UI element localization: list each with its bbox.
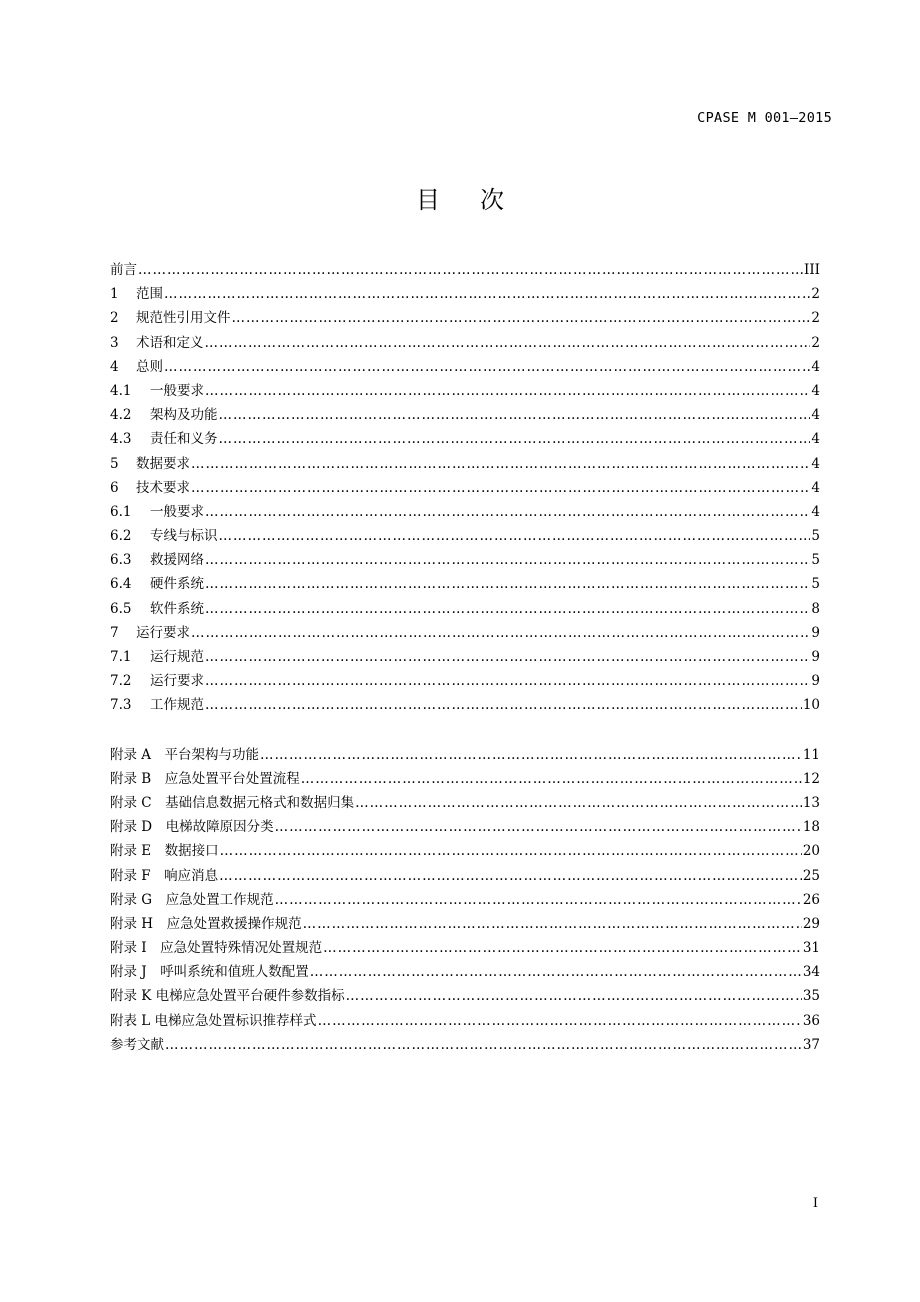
dot-leader xyxy=(219,864,802,888)
toc-entry-number: 4 xyxy=(110,358,119,375)
toc-entry[interactable] xyxy=(110,888,820,912)
dot-leader xyxy=(205,331,811,355)
toc-entry[interactable] xyxy=(110,258,820,282)
toc-entry[interactable] xyxy=(110,1009,820,1033)
toc-entry-page: 4 xyxy=(811,503,820,520)
page-number: I xyxy=(812,1196,818,1211)
toc-entry-title: 附录 H 应急处置救援操作规范 xyxy=(110,915,302,932)
toc-entry-label xyxy=(110,379,204,403)
toc-entry-label xyxy=(110,839,219,863)
toc-entry[interactable] xyxy=(110,791,820,815)
toc-entry[interactable] xyxy=(110,984,820,1008)
toc-entry-title: 附录 D 电梯故障原因分类 xyxy=(110,819,274,836)
toc-entry-page: 25 xyxy=(802,867,820,884)
toc-entry-title: 参考文献 xyxy=(110,1036,164,1053)
dot-leader xyxy=(219,427,811,451)
dot-leader xyxy=(205,693,802,717)
toc-entry[interactable] xyxy=(110,403,820,427)
toc-entry-label xyxy=(110,693,204,717)
dot-leader xyxy=(323,936,802,960)
toc-entry-page: 8 xyxy=(811,600,820,617)
toc-entry-label xyxy=(110,452,190,476)
toc-entry-page: 5 xyxy=(811,552,820,569)
toc-entry-title: 附录 C 基础信息数据元格式和数据归集 xyxy=(110,794,355,811)
toc-entry-title: 附录 F 响应消息 xyxy=(110,867,219,884)
toc-entry-title: 附录 I 应急处置特殊情况处置规范 xyxy=(110,940,323,957)
toc-entry[interactable] xyxy=(110,960,820,984)
toc-entry-title: 运行规范 xyxy=(150,649,204,665)
toc-entry-title: 规范性引用文件 xyxy=(136,310,231,327)
dot-leader xyxy=(205,548,810,572)
toc-entry-page: 37 xyxy=(802,1036,820,1053)
page-title: 目次 xyxy=(416,186,544,214)
toc-entry-number: 5 xyxy=(110,455,119,472)
toc-entry-page: 2 xyxy=(811,286,820,303)
toc-entry-page: 5 xyxy=(811,576,820,593)
toc-entry-label xyxy=(110,1009,317,1033)
toc-entry-page: 11 xyxy=(802,746,820,763)
dot-leader xyxy=(205,645,810,669)
toc-entry-page: 10 xyxy=(802,697,820,714)
toc-entry-label xyxy=(110,258,137,282)
toc-entry[interactable] xyxy=(110,476,820,500)
toc-entry[interactable] xyxy=(110,331,820,355)
toc-entry[interactable] xyxy=(110,524,820,548)
document-code: CPASE M 001—2015 xyxy=(697,110,832,126)
toc-entry[interactable] xyxy=(110,669,820,693)
toc-entry-number: 7.1 xyxy=(110,649,132,665)
dot-leader xyxy=(260,743,802,767)
toc-entry-title: 附录 B 应急处置平台处置流程 xyxy=(110,770,300,787)
toc-entry-title: 术语和定义 xyxy=(136,334,204,351)
dot-leader xyxy=(205,597,810,621)
toc-entry-number: 7 xyxy=(110,624,119,641)
toc-entry-page: 5 xyxy=(811,528,820,545)
dot-leader xyxy=(232,306,811,330)
toc-entry-title: 运行要求 xyxy=(150,673,204,690)
toc-entry-label xyxy=(110,500,204,524)
toc-entry-page: 9 xyxy=(811,673,820,690)
toc-entry-label xyxy=(110,791,354,815)
toc-entry-page: 4 xyxy=(811,479,820,496)
toc-entry-label xyxy=(110,815,274,839)
toc-entry-label xyxy=(110,864,218,888)
toc-entry-page: 20 xyxy=(802,843,820,860)
toc-entry-title: 总则 xyxy=(136,358,163,375)
toc-entry-page: 36 xyxy=(802,1012,820,1029)
toc-entry-number: 6.5 xyxy=(110,600,132,617)
toc-entry-page: III xyxy=(804,262,820,278)
dot-leader xyxy=(301,767,802,791)
toc-entry-title: 附录 J 呼叫系统和值班人数配置 xyxy=(110,964,309,981)
dot-leader xyxy=(138,258,803,282)
toc-entry-number: 1 xyxy=(110,286,119,303)
toc-entry-title: 运行要求 xyxy=(136,624,190,641)
toc-entry-page: 4 xyxy=(811,407,820,424)
toc-entry-page: 9 xyxy=(811,649,820,665)
dot-leader xyxy=(191,621,810,645)
dot-leader xyxy=(205,379,810,403)
toc-entry-number: 6.1 xyxy=(110,503,132,520)
toc-entry-label xyxy=(110,621,190,645)
toc-entry-page: 29 xyxy=(802,915,820,932)
dot-leader xyxy=(164,282,810,306)
toc-entry[interactable] xyxy=(110,912,820,936)
toc-entry-page: 18 xyxy=(802,819,820,836)
toc-entry-label xyxy=(110,282,163,306)
toc-entry-label xyxy=(110,984,345,1008)
dot-leader xyxy=(205,572,810,596)
toc-entry-label xyxy=(110,767,300,791)
toc-entry-title: 工作规范 xyxy=(150,697,204,714)
toc-entry[interactable] xyxy=(110,936,820,960)
toc-entry-label xyxy=(110,1033,164,1057)
toc-entry[interactable] xyxy=(110,864,820,888)
toc-entry[interactable] xyxy=(110,597,820,621)
table-of-contents xyxy=(110,258,820,1057)
toc-entry[interactable] xyxy=(110,306,820,330)
toc-entry-label xyxy=(110,427,218,451)
toc-entry-number: 2 xyxy=(110,310,119,327)
toc-entry[interactable] xyxy=(110,743,820,767)
toc-entry-label xyxy=(110,743,259,767)
dot-leader xyxy=(303,912,802,936)
toc-entry-page: 2 xyxy=(811,334,820,351)
toc-entry-page: 31 xyxy=(802,940,820,957)
dot-leader xyxy=(219,524,811,548)
toc-entry-label xyxy=(110,524,218,548)
toc-entry-title: 技术要求 xyxy=(136,479,190,496)
toc-entry-title: 硬件系统 xyxy=(150,576,204,593)
toc-entry[interactable] xyxy=(110,548,820,572)
toc-entry-number: 6 xyxy=(110,479,119,496)
toc-entry-label xyxy=(110,306,231,330)
toc-entry-title: 前言 xyxy=(110,262,137,278)
toc-entry-title: 附录 A 平台架构与功能 xyxy=(110,746,260,763)
dot-leader xyxy=(164,355,810,379)
dot-leader xyxy=(220,839,802,863)
toc-entry-page: 4 xyxy=(811,455,820,472)
toc-entry-label xyxy=(110,572,204,596)
dot-leader xyxy=(205,500,810,524)
toc-entry[interactable] xyxy=(110,767,820,791)
toc-entry[interactable] xyxy=(110,815,820,839)
toc-entry-title: 数据要求 xyxy=(136,455,190,472)
toc-entry[interactable] xyxy=(110,452,820,476)
toc-entry[interactable] xyxy=(110,572,820,596)
toc-entry-number: 4.1 xyxy=(110,382,132,399)
toc-entry[interactable] xyxy=(110,379,820,403)
toc-entry[interactable] xyxy=(110,500,820,524)
toc-entry[interactable] xyxy=(110,355,820,379)
toc-entry-page: 9 xyxy=(811,624,820,641)
toc-entry-title: 附录 K 电梯应急处置平台硬件参数指标 xyxy=(110,988,345,1005)
toc-entry-page: 12 xyxy=(802,770,820,787)
toc-entry-title: 附录 E 数据接口 xyxy=(110,843,219,860)
dot-leader xyxy=(310,960,802,984)
dot-leader xyxy=(165,1033,802,1057)
toc-entry-title: 专线与标识 xyxy=(150,528,218,545)
dot-leader xyxy=(219,403,811,427)
toc-entry-label xyxy=(110,669,204,693)
toc-entry-label xyxy=(110,936,322,960)
toc-entry-page: 4 xyxy=(811,382,820,399)
toc-entry-label xyxy=(110,403,218,427)
toc-entry-number: 4.3 xyxy=(110,431,132,448)
dot-leader xyxy=(205,669,810,693)
toc-entry-title: 一般要求 xyxy=(150,503,204,520)
dot-leader xyxy=(275,815,802,839)
toc-entry-page: 2 xyxy=(811,310,820,327)
toc-entry[interactable] xyxy=(110,282,820,306)
toc-entry-title: 架构及功能 xyxy=(150,407,218,424)
toc-entry-title: 一般要求 xyxy=(150,382,204,399)
toc-entry-page: 13 xyxy=(802,794,820,811)
toc-entry-title: 范围 xyxy=(136,286,163,303)
toc-entry-label xyxy=(110,476,190,500)
toc-entry-page: 26 xyxy=(802,891,820,908)
dot-leader xyxy=(346,984,802,1008)
dot-leader xyxy=(318,1009,802,1033)
toc-entry[interactable] xyxy=(110,1033,820,1057)
toc-entry-title: 软件系统 xyxy=(150,600,204,617)
toc-entry[interactable] xyxy=(110,427,820,451)
toc-entry[interactable] xyxy=(110,839,820,863)
toc-entry-label xyxy=(110,888,274,912)
toc-entry-number: 6.2 xyxy=(110,528,132,545)
toc-entry-label xyxy=(110,960,309,984)
dot-leader xyxy=(191,452,810,476)
toc-entry-number: 4.2 xyxy=(110,407,132,424)
toc-entry[interactable] xyxy=(110,621,820,645)
toc-entry-label xyxy=(110,355,163,379)
toc-entry-number: 7.3 xyxy=(110,697,132,714)
toc-entry-title: 附录 G 应急处置工作规范 xyxy=(110,891,274,908)
toc-entry-title: 救援网络 xyxy=(150,552,204,569)
toc-entry-page: 34 xyxy=(802,964,820,981)
dot-leader xyxy=(191,476,810,500)
toc-entry-label xyxy=(110,912,302,936)
toc-entry-page: 4 xyxy=(811,358,820,375)
toc-entry-label xyxy=(110,331,204,355)
toc-entry-page: 4 xyxy=(811,431,820,448)
toc-entry-number: 7.2 xyxy=(110,673,132,690)
toc-entry[interactable] xyxy=(110,645,820,669)
toc-entry-label xyxy=(110,645,204,669)
toc-entry-number: 6.4 xyxy=(110,576,132,593)
toc-entry-number: 6.3 xyxy=(110,552,132,569)
toc-entry-page: 35 xyxy=(802,988,820,1005)
toc-entry-label xyxy=(110,548,204,572)
dot-leader xyxy=(275,888,802,912)
toc-entry-title: 责任和义务 xyxy=(150,431,218,448)
toc-entry[interactable] xyxy=(110,693,820,717)
toc-entry-title: 附表 L 电梯应急处置标识推荐样式 xyxy=(110,1012,317,1029)
toc-entry-label xyxy=(110,597,204,621)
dot-leader xyxy=(355,791,802,815)
toc-entry-number: 3 xyxy=(110,334,119,351)
